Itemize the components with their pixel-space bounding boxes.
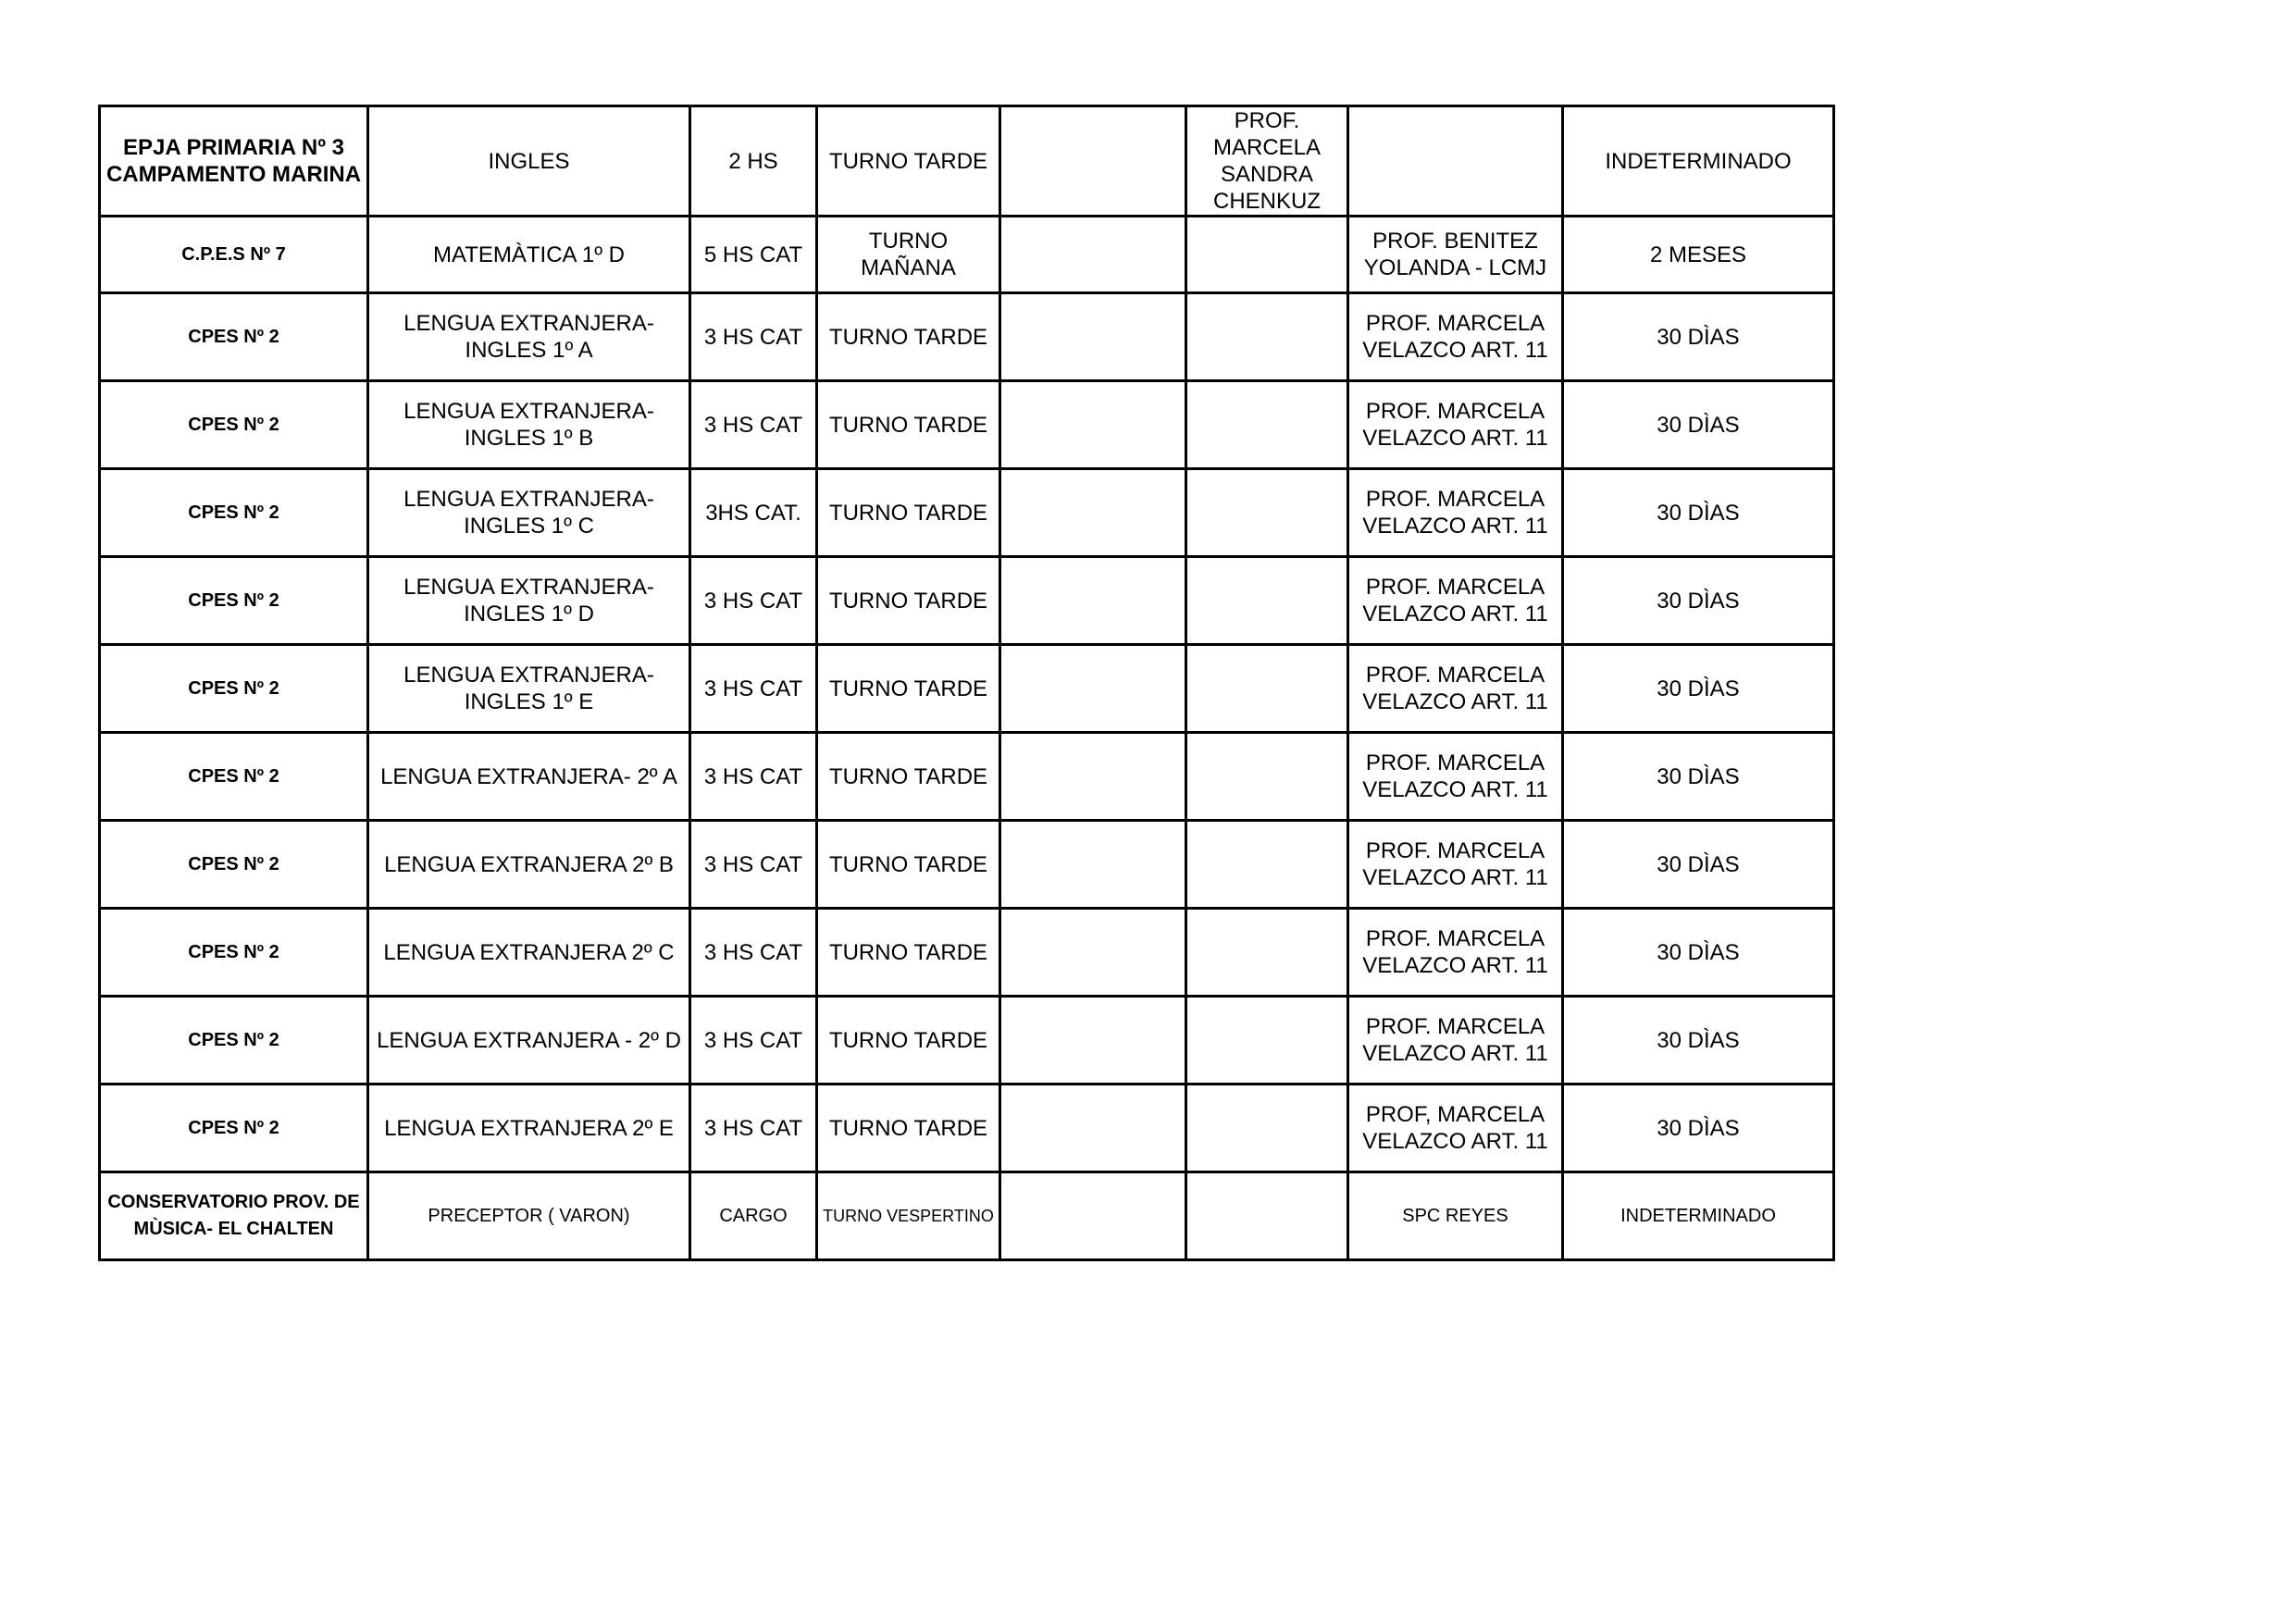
table-row [100, 217, 1834, 293]
subject-cell: LENGUA EXTRANJERA- 2º A [368, 733, 690, 821]
duration-cell: 30 DÌAS [1563, 909, 1834, 997]
institution-cell: CPES Nº 2 [100, 557, 368, 645]
hours-cell: 3 HS CAT [690, 557, 817, 645]
subject-cell: LENGUA EXTRANJERA 2º B [368, 821, 690, 909]
institution-cell: CPES Nº 2 [100, 469, 368, 557]
shift-cell: TURNO TARDE [817, 645, 1000, 733]
institution-cell: CONSERVATORIO PROV. DE MÙSICA- EL CHALTEN [100, 1172, 368, 1260]
shift-cell: TURNO TARDE [817, 909, 1000, 997]
empty-cell [1000, 293, 1186, 381]
hours-cell: CARGO [690, 1172, 817, 1260]
empty-cell [1000, 1085, 1186, 1172]
teacher-cell [1186, 1085, 1348, 1172]
duration-cell: INDETERMINADO [1563, 1172, 1834, 1260]
hours-cell: 3HS CAT. [690, 469, 817, 557]
duration-cell: 30 DÌAS [1563, 557, 1834, 645]
teacher-cell [1186, 1172, 1348, 1260]
institution-cell: C.P.E.S Nº 7 [100, 217, 368, 293]
hours-cell: 3 HS CAT [690, 909, 817, 997]
shift-cell: TURNO TARDE [817, 293, 1000, 381]
teacher-cell [1186, 217, 1348, 293]
teacher-cell [1186, 557, 1348, 645]
subject-cell: LENGUA EXTRANJERA - 2º D [368, 997, 690, 1085]
hours-cell: 3 HS CAT [690, 821, 817, 909]
shift-cell: TURNO VESPERTINO [817, 1172, 1000, 1260]
shift-cell: TURNO TARDE [817, 557, 1000, 645]
teacher-cell [1186, 997, 1348, 1085]
hours-cell: 3 HS CAT [690, 381, 817, 469]
teacher-cell [1186, 469, 1348, 557]
institution-cell: CPES Nº 2 [100, 645, 368, 733]
replacement-cell: PROF. MARCELA VELAZCO ART. 11 [1348, 645, 1563, 733]
duration-cell: 30 DÌAS [1563, 997, 1834, 1085]
teacher-cell [1186, 821, 1348, 909]
empty-cell [1000, 1172, 1186, 1260]
institution-cell: CPES Nº 2 [100, 1085, 368, 1172]
replacement-cell: PROF. MARCELA VELAZCO ART. 11 [1348, 733, 1563, 821]
table-row [100, 293, 1834, 381]
shift-cell: TURNO TARDE [817, 381, 1000, 469]
institution-cell: CPES Nº 2 [100, 381, 368, 469]
table-row [100, 909, 1834, 997]
institution-cell: CPES Nº 2 [100, 293, 368, 381]
empty-cell [1000, 106, 1186, 217]
table-row [100, 821, 1834, 909]
subject-cell: LENGUA EXTRANJERA- INGLES 1º C [368, 469, 690, 557]
empty-cell [1000, 909, 1186, 997]
replacement-cell: PROF. MARCELA VELAZCO ART. 11 [1348, 557, 1563, 645]
subject-cell: PRECEPTOR ( VARON) [368, 1172, 690, 1260]
teacher-cell [1186, 909, 1348, 997]
subject-cell: LENGUA EXTRANJERA 2º C [368, 909, 690, 997]
shift-cell: TURNO TARDE [817, 821, 1000, 909]
table-row [100, 381, 1834, 469]
empty-cell [1000, 381, 1186, 469]
table-row [100, 1085, 1834, 1172]
teacher-cell [1186, 733, 1348, 821]
shift-cell: TURNO TARDE [817, 469, 1000, 557]
hours-cell: 5 HS CAT [690, 217, 817, 293]
replacement-cell: PROF, MARCELA VELAZCO ART. 11 [1348, 1085, 1563, 1172]
shift-cell: TURNO TARDE [817, 106, 1000, 217]
duration-cell: 30 DÌAS [1563, 821, 1834, 909]
hours-cell: 3 HS CAT [690, 1085, 817, 1172]
replacement-cell: PROF. BENITEZ YOLANDA - LCMJ [1348, 217, 1563, 293]
replacement-cell: PROF. MARCELA VELAZCO ART. 11 [1348, 293, 1563, 381]
table-row [100, 1172, 1834, 1260]
shift-cell: TURNO TARDE [817, 1085, 1000, 1172]
institution-cell: CPES Nº 2 [100, 997, 368, 1085]
table-row [100, 733, 1834, 821]
duration-cell: 30 DÌAS [1563, 293, 1834, 381]
replacement-cell: SPC REYES [1348, 1172, 1563, 1260]
replacement-cell: PROF. MARCELA VELAZCO ART. 11 [1348, 381, 1563, 469]
replacement-cell [1348, 106, 1563, 217]
shift-cell: TURNO TARDE [817, 997, 1000, 1085]
replacement-cell: PROF. MARCELA VELAZCO ART. 11 [1348, 909, 1563, 997]
empty-cell [1000, 217, 1186, 293]
shift-cell: TURNO TARDE [817, 733, 1000, 821]
replacement-cell: PROF. MARCELA VELAZCO ART. 11 [1348, 821, 1563, 909]
hours-cell: 3 HS CAT [690, 293, 817, 381]
subject-cell: LENGUA EXTRANJERA- INGLES 1º E [368, 645, 690, 733]
subject-cell: MATEMÀTICA 1º D [368, 217, 690, 293]
subject-cell: LENGUA EXTRANJERA 2º E [368, 1085, 690, 1172]
teacher-cell: PROF. MARCELA SANDRA CHENKUZ [1186, 106, 1348, 217]
empty-cell [1000, 469, 1186, 557]
hours-cell: 3 HS CAT [690, 733, 817, 821]
empty-cell [1000, 557, 1186, 645]
duration-cell: 30 DÌAS [1563, 381, 1834, 469]
subject-cell: LENGUA EXTRANJERA- INGLES 1º B [368, 381, 690, 469]
subject-cell: LENGUA EXTRANJERA- INGLES 1º D [368, 557, 690, 645]
duration-cell: 30 DÌAS [1563, 645, 1834, 733]
vacancies-table [98, 105, 1835, 1261]
replacement-cell: PROF. MARCELA VELAZCO ART. 11 [1348, 469, 1563, 557]
duration-cell: 30 DÌAS [1563, 733, 1834, 821]
table-row [100, 106, 1834, 217]
empty-cell [1000, 645, 1186, 733]
hours-cell: 3 HS CAT [690, 645, 817, 733]
institution-cell: CPES Nº 2 [100, 733, 368, 821]
duration-cell: 30 DÌAS [1563, 1085, 1834, 1172]
subject-cell: INGLES [368, 106, 690, 217]
empty-cell [1000, 997, 1186, 1085]
institution-cell: EPJA PRIMARIA Nº 3 CAMPAMENTO MARINA [100, 106, 368, 217]
table-row [100, 997, 1834, 1085]
teacher-cell [1186, 293, 1348, 381]
table-row [100, 469, 1834, 557]
institution-cell: CPES Nº 2 [100, 909, 368, 997]
table-row [100, 645, 1834, 733]
duration-cell: INDETERMINADO [1563, 106, 1834, 217]
teacher-cell [1186, 645, 1348, 733]
shift-cell: TURNO MAÑANA [817, 217, 1000, 293]
duration-cell: 2 MESES [1563, 217, 1834, 293]
teacher-cell [1186, 381, 1348, 469]
subject-cell: LENGUA EXTRANJERA- INGLES 1º A [368, 293, 690, 381]
empty-cell [1000, 821, 1186, 909]
table-row [100, 557, 1834, 645]
duration-cell: 30 DÌAS [1563, 469, 1834, 557]
hours-cell: 2 HS [690, 106, 817, 217]
institution-cell: CPES Nº 2 [100, 821, 368, 909]
hours-cell: 3 HS CAT [690, 997, 817, 1085]
replacement-cell: PROF. MARCELA VELAZCO ART. 11 [1348, 997, 1563, 1085]
empty-cell [1000, 733, 1186, 821]
